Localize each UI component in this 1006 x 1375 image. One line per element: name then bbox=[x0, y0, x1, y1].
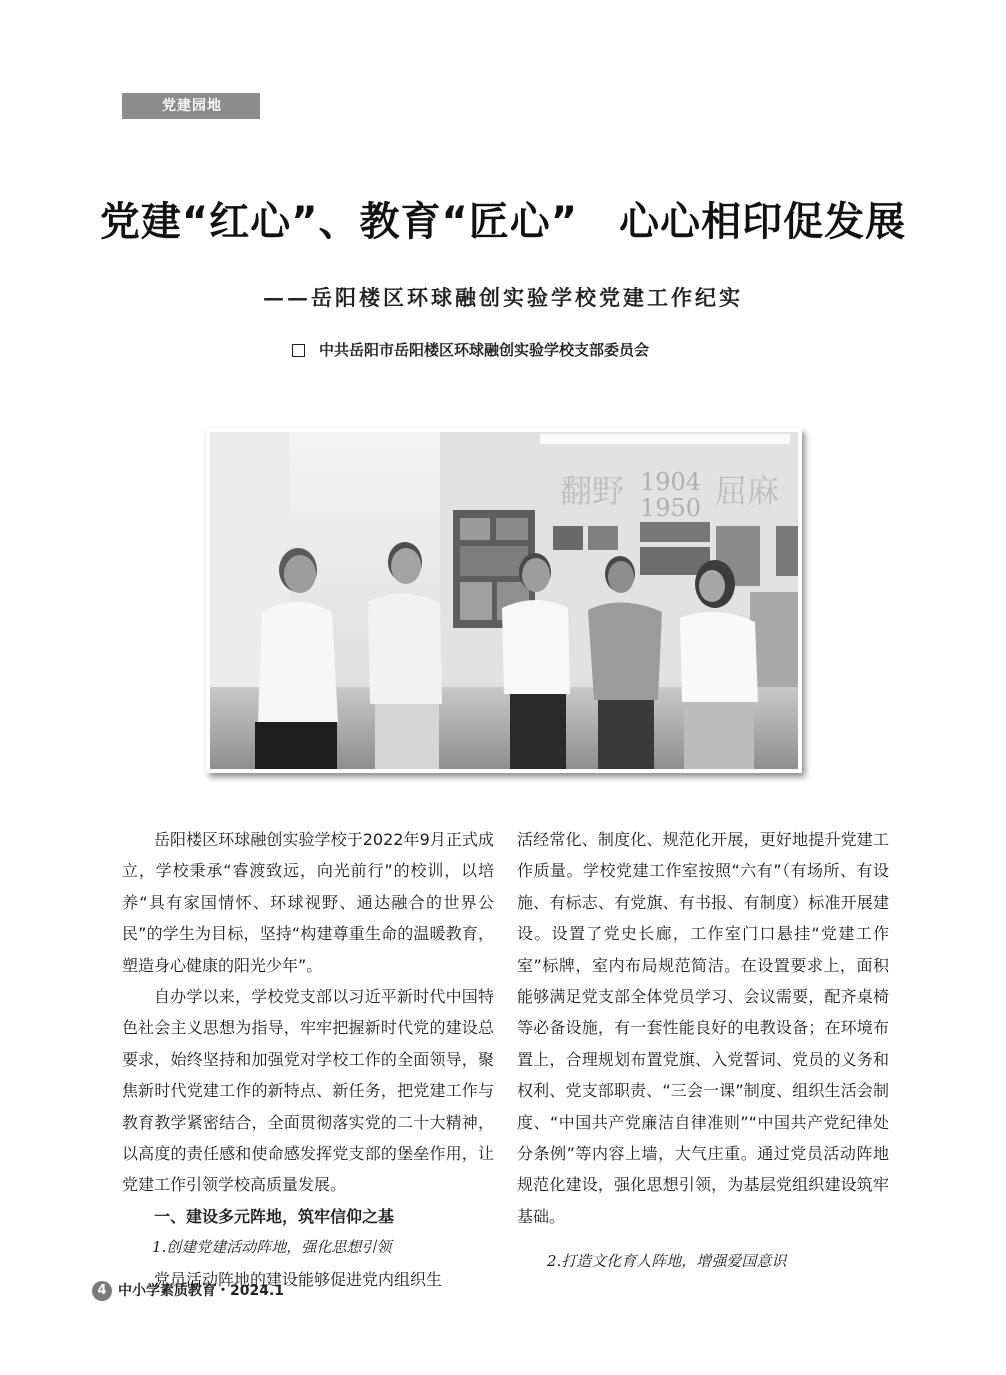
wall-year-2: 1950 bbox=[640, 494, 702, 522]
photo-illustration bbox=[210, 432, 798, 769]
paragraph: 活经常化、制度化、规范化开展，更好地提升党建工作质量。学校党建工作室按照“六有”（有场所、有设施、有标志、有党旗、有书报、有制度）标准开展建设。设置了党史长廊，工作室门口悬挂“党建工作室”标牌，室内布局规范简洁。在设置要求上，面积能够满足党支部全体党员学习、会议需要，配齐桌椅等必备设施，有一套性能良好的电教设备；在环境布置上，合理规划布置党旗、入党誓词、党员的义务和权利、党支部职责、“三会一课”制度、组织生活会制度、“中国共产党廉洁自律准则”“中国共产党纪律处分条例”等内容上墙，大气庄重。通过党员活动阵地规范化建设，强化思想引领，为基层党组织建设筑牢基础。 bbox=[517, 830, 889, 1226]
section-tag: 党建园地 bbox=[122, 93, 260, 119]
wall-year-1: 1904 bbox=[640, 468, 702, 496]
body-column-right bbox=[517, 824, 889, 1278]
byline-author: 中共岳阳市岳阳楼区环球融创实验学校支部委员会 bbox=[319, 341, 650, 359]
page-footer bbox=[92, 1281, 284, 1301]
wall-text: 屈麻 bbox=[715, 472, 780, 510]
body-column-left bbox=[122, 824, 494, 1295]
square-icon bbox=[292, 344, 305, 357]
article-title: 党建“红心”、教育“匠心” 心心相印促发展 bbox=[99, 199, 907, 245]
paragraph: 岳阳楼区环球融创实验学校于2022年9月正式成立，学校秉承“睿渡致远，向光前行”的校训，以培养“具有家国情怀、环球视野、通达融合的世界公民”的学生为目标，坚持“构建尊重生命的温暖教育，塑造身心健康的阳光少年”。 bbox=[122, 830, 494, 975]
section-heading: 一、建设多元阵地，筑牢信仰之基 bbox=[154, 1206, 395, 1226]
journal-name: 中小学素质教育・2024.1 bbox=[118, 1283, 285, 1299]
subsection-heading: 2.打造文化育人阵地，增强爱国意识 bbox=[547, 1252, 787, 1271]
page-number: 4 bbox=[92, 1281, 112, 1301]
paragraph: 党员活动阵地的建设能够促进党内组织生 bbox=[154, 1269, 443, 1289]
article-subtitle: ——岳阳楼区环球融创实验学校党建工作纪实 bbox=[263, 285, 743, 310]
subsection-heading: 1.创建党建活动阵地，强化思想引领 bbox=[152, 1238, 392, 1257]
byline bbox=[292, 339, 649, 361]
paragraph: 自办学以来，学校党支部以习近平新时代中国特色社会主义思想为指导，牢牢把握新时代党的建设总要求，始终坚持和加强党对学校工作的全面领导，聚焦新时代党建工作的新特点、新任务，把党建工作与教育教学紧密结合，全面贯彻落实党的二十大精神，以高度的责任感和使命感发挥党支部的堡垒作用，让党建工作引领学校高质量发展。 bbox=[122, 987, 494, 1195]
article-photo bbox=[206, 428, 802, 773]
wall-text: 翻野 bbox=[560, 472, 625, 510]
